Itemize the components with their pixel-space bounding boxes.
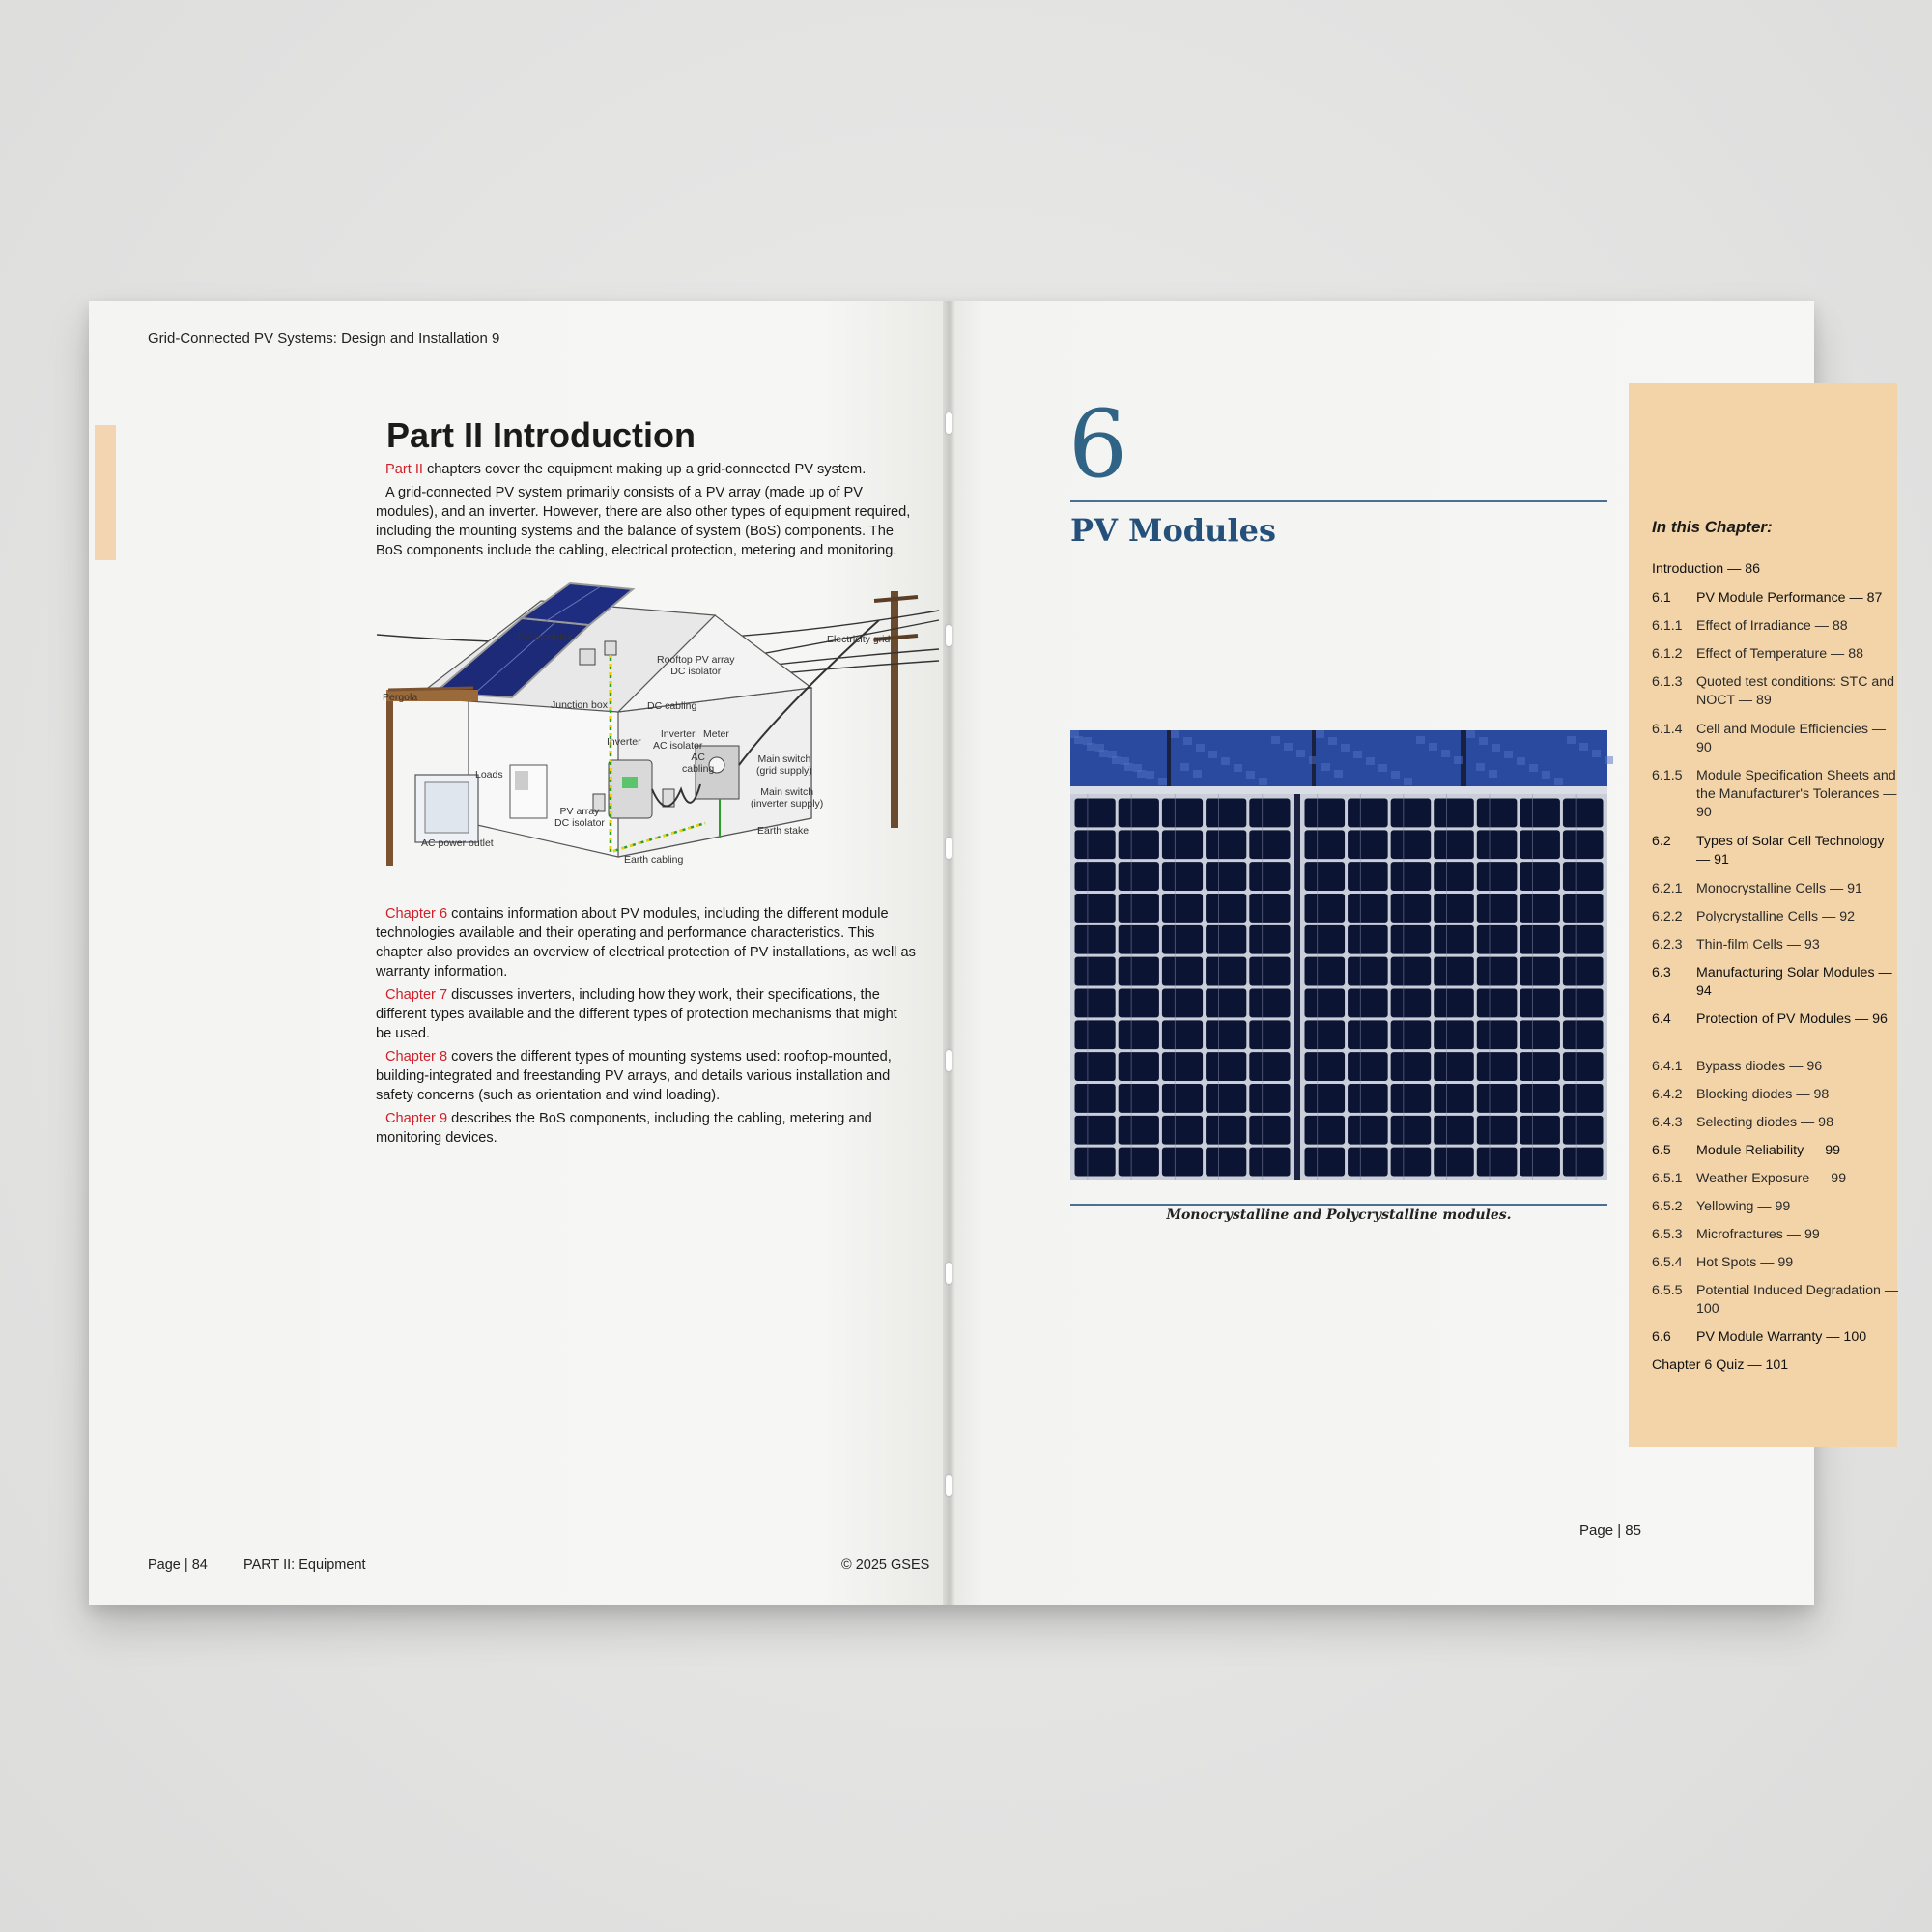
label-rooftop-dc-isolator: Rooftop PV array DC isolator — [657, 654, 735, 677]
intro-line: including the mounting systems and the balance of system (BoS) components. The — [376, 524, 894, 539]
section-tab-marker — [95, 425, 116, 560]
label-main-switch-grid: Main switch (grid supply) — [756, 753, 812, 777]
label-earth-cabling: Earth cabling — [624, 854, 684, 866]
intro-line: modules), and an inverter. However, there are also other types of equipment required, — [376, 504, 911, 520]
chapter-link[interactable]: Chapter 6 — [385, 906, 448, 922]
label-meter: Meter — [703, 728, 729, 740]
page-number-left: Page | 84 — [148, 1557, 208, 1573]
caption-rule — [1070, 1204, 1607, 1206]
label-pergola: Pergola — [383, 692, 418, 703]
page-title: Part II Introduction — [386, 415, 696, 455]
chapter-paragraph: Chapter 8 covers the different types of mounting systems used: rooftop-mounted, building-integrated and freestanding PV arrays, and details various installation and safety concerns (such as orientation and wind loading). — [376, 1049, 892, 1103]
part-link[interactable]: Part II — [385, 462, 423, 477]
chapter-link[interactable]: Chapter 7 — [385, 987, 448, 1003]
label-main-switch-inverter: Main switch (inverter supply) — [751, 786, 824, 810]
footer-copyright: © 2025 GSES — [841, 1557, 930, 1573]
page-number-right: Page | 85 — [1579, 1522, 1641, 1539]
chapter-paragraph: Chapter 9 describes the BoS components, including the cabling, metering and monitoring devices. — [376, 1111, 872, 1146]
running-head: Grid-Connected PV Systems: Design and Installation 9 — [148, 330, 500, 347]
footer-section: PART II: Equipment — [243, 1557, 366, 1573]
open-book — [89, 301, 1899, 1605]
toc-introduction[interactable]: Introduction — 86 — [1652, 561, 1760, 577]
label-inverter: Inverter — [607, 736, 641, 748]
left-page — [89, 301, 949, 1605]
book-spine — [943, 301, 954, 1605]
label-pv-array-dc-isolator: PV array DC isolator — [554, 806, 605, 829]
utility-pole — [891, 591, 898, 828]
label-pv-modules: PV modules — [518, 632, 573, 643]
chapter-title: PV Modules — [1070, 512, 1276, 549]
chapter-paragraph: Chapter 6 contains information about PV modules, including the different module technologies available and their operating and performance characteristics. This chapter also provides an overview of electrical protection of PV installations, as well as warranty information. — [376, 906, 916, 980]
chapter-number: 6 — [1068, 390, 1128, 498]
sidebar-title: In this Chapter: — [1652, 518, 1773, 536]
title-rule — [1070, 500, 1607, 502]
chapter-link[interactable]: Chapter 8 — [385, 1049, 448, 1065]
intro-paragraph — [376, 483, 934, 560]
right-page — [949, 301, 1899, 1605]
intro-sentence: Part II chapters cover the equipment making up a grid-connected PV system. — [385, 462, 867, 477]
chapter-paragraph: Chapter 7 discusses inverters, including how they work, their specifications, the different types available and the different types of protection mechanisms that might be used. — [376, 987, 897, 1041]
solar-modules-photo — [1070, 730, 1607, 1180]
grid-connected-system-diagram — [377, 582, 939, 887]
intro-line: A grid-connected PV system primarily consists of a PV array (made up of PV — [385, 485, 863, 500]
label-ac-power-outlet: AC power outlet — [421, 838, 494, 849]
label-earth-stake: Earth stake — [757, 825, 810, 837]
label-loads: Loads — [475, 769, 503, 781]
chapter-contents-sidebar: In this Chapter: Introduction — 86 6.1 PV Module Performance — 87 6.1.1 Effect of Irradiance — 88 6.1.2 Effect of Temperature — 88 6.1.3 Quoted test conditions: STC and NOCT — 89 6.1.4 Cell and Module Efficiencies — 90 6.1.5 Module Specification Sheets and the Manufacturer's Tolerances — 90 6.2 Types of Solar Cell Technology — 91 6.2.1 Monocrystalline Cells — 91 6.2.2 Polycrystalline Cells — 92 6.2.3 Thin-film Cells — 93 6.3 Manufacturing Solar Modules — 94 6.4 Protection of PV Modules — 96 6.4.1 Bypass diodes — 96 6.4.2 Blocking diodes — 98 6.4.3 Selecting diodes — 98 6.5 Module Reliability — 99 6.5.1 Weather Exposure — 99 6.5.2 Yellowing — 99 6.5.3 Microfractures — 99 6.5.4 Hot Spots — 99 6.5.5 Potential Induced Degradation — 100 6.6 PV Module Warranty — 100 Chapter 6 Quiz — 101 — [1629, 383, 1897, 1447]
intro-line: BoS components include the cabling, electrical protection, metering and monitoring. — [376, 543, 897, 558]
label-ac-cabling: AC cabling — [682, 752, 715, 775]
label-junction-box: Junction box — [551, 699, 608, 711]
label-dc-cabling: DC cabling — [647, 700, 697, 712]
photo-caption: Monocrystalline and Polycrystalline modules. — [1166, 1208, 1512, 1223]
chapter-link[interactable]: Chapter 9 — [385, 1111, 448, 1126]
label-inverter-ac-isolator: Inverter AC isolator — [653, 728, 703, 752]
label-electricity-grid: Electricity grid — [827, 634, 891, 645]
